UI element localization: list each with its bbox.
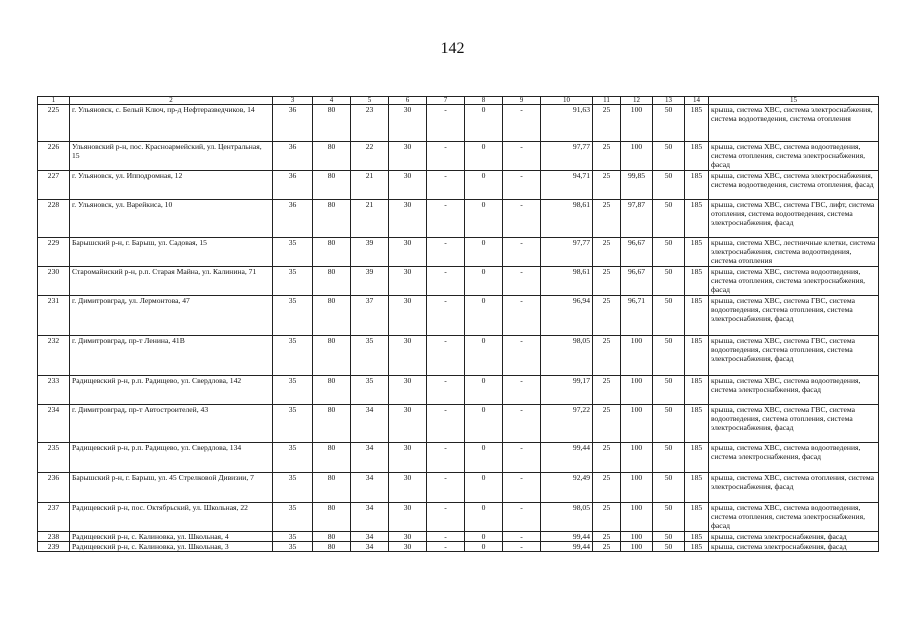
- value-cell: -: [427, 238, 465, 267]
- address-cell: г. Димитровград, пр-т Автостроителей, 43: [70, 404, 273, 442]
- table-row: [38, 442, 879, 472]
- value-cell: 25: [593, 295, 621, 335]
- value-cell: 80: [313, 295, 351, 335]
- value-cell: 50: [653, 541, 685, 551]
- value-cell: 185: [685, 442, 709, 472]
- value-cell: 0: [465, 200, 503, 238]
- value-cell: 25: [593, 375, 621, 404]
- value-cell: -: [427, 442, 465, 472]
- value-cell: 100: [621, 105, 653, 142]
- value-cell: 185: [685, 404, 709, 442]
- value-cell: 80: [313, 266, 351, 295]
- value-cell: -: [503, 541, 541, 551]
- row-number-cell: 227: [38, 171, 70, 200]
- value-cell: 30: [389, 502, 427, 531]
- works-cell: крыша, система электроснабжения, фасад: [709, 541, 879, 551]
- value-cell: -: [427, 142, 465, 171]
- value-cell: 97,77: [541, 142, 593, 171]
- value-cell: 35: [273, 335, 313, 375]
- value-cell: 36: [273, 171, 313, 200]
- value-cell: 0: [465, 266, 503, 295]
- value-cell: 97,22: [541, 404, 593, 442]
- value-cell: 91,63: [541, 105, 593, 142]
- value-cell: 80: [313, 238, 351, 267]
- housing-repair-table: [37, 96, 879, 552]
- value-cell: 80: [313, 142, 351, 171]
- value-cell: 25: [593, 335, 621, 375]
- value-cell: 80: [313, 404, 351, 442]
- column-header: 14: [685, 97, 709, 105]
- value-cell: 96,67: [621, 266, 653, 295]
- value-cell: -: [427, 171, 465, 200]
- address-cell: Ульяновский р-н, пос. Красноармейский, ул. Центральная, 15: [70, 142, 273, 171]
- value-cell: 185: [685, 375, 709, 404]
- value-cell: 30: [389, 375, 427, 404]
- value-cell: 35: [273, 404, 313, 442]
- column-header: 11: [593, 97, 621, 105]
- address-cell: г. Димитровград, пр-т Ленина, 41В: [70, 335, 273, 375]
- value-cell: 100: [621, 541, 653, 551]
- value-cell: 25: [593, 442, 621, 472]
- column-header: 10: [541, 97, 593, 105]
- value-cell: 185: [685, 502, 709, 531]
- value-cell: 30: [389, 105, 427, 142]
- table-row: [38, 105, 879, 142]
- value-cell: 0: [465, 442, 503, 472]
- value-cell: 50: [653, 200, 685, 238]
- value-cell: 35: [273, 541, 313, 551]
- address-cell: Старомайнский р-н, р.п. Старая Майна, ул. Калинина, 71: [70, 266, 273, 295]
- value-cell: 23: [351, 105, 389, 142]
- value-cell: 50: [653, 375, 685, 404]
- value-cell: 100: [621, 375, 653, 404]
- value-cell: -: [427, 295, 465, 335]
- value-cell: 21: [351, 171, 389, 200]
- value-cell: 30: [389, 531, 427, 541]
- value-cell: 50: [653, 531, 685, 541]
- value-cell: 0: [465, 105, 503, 142]
- value-cell: 185: [685, 142, 709, 171]
- value-cell: 99,44: [541, 442, 593, 472]
- table-row: [38, 200, 879, 238]
- value-cell: 35: [273, 266, 313, 295]
- value-cell: -: [503, 335, 541, 375]
- value-cell: 185: [685, 105, 709, 142]
- row-number-cell: 229: [38, 238, 70, 267]
- value-cell: 30: [389, 171, 427, 200]
- value-cell: 25: [593, 404, 621, 442]
- value-cell: 0: [465, 472, 503, 502]
- value-cell: 25: [593, 266, 621, 295]
- works-cell: крыша, система ХВС, система ГВС, лифт, система отопления, система водоотведения, система электроснабжения, фасад: [709, 200, 879, 238]
- value-cell: -: [427, 335, 465, 375]
- works-cell: крыша, система ХВС, система водоотведения, система отопления, система электроснабжения, фасад: [709, 142, 879, 171]
- value-cell: 97,77: [541, 238, 593, 267]
- row-number-cell: 237: [38, 502, 70, 531]
- value-cell: 80: [313, 442, 351, 472]
- row-number-cell: 234: [38, 404, 70, 442]
- value-cell: 30: [389, 142, 427, 171]
- value-cell: 35: [273, 472, 313, 502]
- value-cell: 0: [465, 142, 503, 171]
- value-cell: 34: [351, 442, 389, 472]
- table-row: [38, 404, 879, 442]
- works-cell: крыша, система ХВС, система ГВС, система водоотведения, система отопления, система электроснабжения, фасад: [709, 295, 879, 335]
- table-row: [38, 335, 879, 375]
- value-cell: -: [503, 171, 541, 200]
- address-cell: Радищевский р-н, с. Калиновка, ул. Школьная, 4: [70, 531, 273, 541]
- row-number-cell: 228: [38, 200, 70, 238]
- value-cell: 50: [653, 142, 685, 171]
- value-cell: 39: [351, 238, 389, 267]
- value-cell: 30: [389, 472, 427, 502]
- value-cell: -: [503, 404, 541, 442]
- value-cell: 35: [273, 502, 313, 531]
- row-number-cell: 226: [38, 142, 70, 171]
- value-cell: 100: [621, 442, 653, 472]
- value-cell: 21: [351, 200, 389, 238]
- value-cell: 98,61: [541, 266, 593, 295]
- page-number: 142: [440, 40, 465, 57]
- value-cell: 35: [273, 238, 313, 267]
- value-cell: 35: [273, 531, 313, 541]
- value-cell: -: [503, 472, 541, 502]
- value-cell: 0: [465, 531, 503, 541]
- value-cell: 185: [685, 266, 709, 295]
- table-body: [38, 105, 879, 552]
- table-row: [38, 375, 879, 404]
- value-cell: 98,05: [541, 335, 593, 375]
- value-cell: 50: [653, 105, 685, 142]
- value-cell: -: [503, 375, 541, 404]
- table-row: [38, 531, 879, 541]
- value-cell: 50: [653, 171, 685, 200]
- value-cell: -: [503, 142, 541, 171]
- value-cell: 39: [351, 266, 389, 295]
- value-cell: 22: [351, 142, 389, 171]
- value-cell: 98,61: [541, 200, 593, 238]
- value-cell: 0: [465, 295, 503, 335]
- value-cell: 50: [653, 335, 685, 375]
- address-cell: Барышский р-н, г. Барыш, ул. 45 Стрелковой Дивизии, 7: [70, 472, 273, 502]
- address-cell: Барышский р-н, г. Барыш, ул. Садовая, 15: [70, 238, 273, 267]
- column-number-row: [38, 97, 879, 105]
- column-header: 15: [709, 97, 879, 105]
- column-header: 8: [465, 97, 503, 105]
- value-cell: -: [427, 200, 465, 238]
- row-number-cell: 233: [38, 375, 70, 404]
- table-row: [38, 502, 879, 531]
- value-cell: -: [427, 105, 465, 142]
- value-cell: 185: [685, 335, 709, 375]
- value-cell: 34: [351, 502, 389, 531]
- value-cell: 25: [593, 171, 621, 200]
- works-cell: крыша, система ХВС, система ГВС, система водоотведения, система отопления, система электроснабжения, фасад: [709, 335, 879, 375]
- value-cell: 80: [313, 502, 351, 531]
- works-cell: крыша, система ХВС, система электроснабжения, система водоотведения, система отопления, фасад: [709, 171, 879, 200]
- value-cell: 185: [685, 200, 709, 238]
- row-number-cell: 236: [38, 472, 70, 502]
- value-cell: 35: [351, 375, 389, 404]
- value-cell: 30: [389, 200, 427, 238]
- column-header: 9: [503, 97, 541, 105]
- value-cell: 80: [313, 335, 351, 375]
- value-cell: 35: [273, 375, 313, 404]
- column-header: 6: [389, 97, 427, 105]
- value-cell: 30: [389, 404, 427, 442]
- address-cell: г. Ульяновск, ул. Варейкиса, 10: [70, 200, 273, 238]
- address-cell: Радищевский р-н, р.п. Радищево, ул. Свердлова, 134: [70, 442, 273, 472]
- works-cell: крыша, система ХВС, система отопления, система электроснабжения, фасад: [709, 472, 879, 502]
- works-cell: крыша, система ХВС, система электроснабжения, система водоотведения, система отопления: [709, 105, 879, 142]
- table-row: [38, 266, 879, 295]
- column-header: 2: [70, 97, 273, 105]
- value-cell: -: [503, 502, 541, 531]
- works-cell: крыша, система ХВС, лестничные клетки, система электроснабжения, система водоотведения, система отопления: [709, 238, 879, 267]
- value-cell: 30: [389, 266, 427, 295]
- column-header: 1: [38, 97, 70, 105]
- value-cell: 0: [465, 171, 503, 200]
- works-cell: крыша, система ХВС, система ГВС, система водоотведения, система отопления, система электроснабжения, фасад: [709, 404, 879, 442]
- value-cell: -: [503, 442, 541, 472]
- value-cell: 0: [465, 502, 503, 531]
- address-cell: г. Ульяновск, с. Белый Ключ, пр-д Нефтеразведчиков, 14: [70, 105, 273, 142]
- value-cell: 25: [593, 502, 621, 531]
- value-cell: 50: [653, 502, 685, 531]
- value-cell: 80: [313, 375, 351, 404]
- row-number-cell: 231: [38, 295, 70, 335]
- value-cell: 94,71: [541, 171, 593, 200]
- value-cell: -: [427, 472, 465, 502]
- value-cell: 100: [621, 502, 653, 531]
- value-cell: 100: [621, 404, 653, 442]
- value-cell: 30: [389, 335, 427, 375]
- table-row: [38, 142, 879, 171]
- value-cell: 25: [593, 200, 621, 238]
- value-cell: 25: [593, 472, 621, 502]
- value-cell: 37: [351, 295, 389, 335]
- value-cell: -: [427, 404, 465, 442]
- column-header: 13: [653, 97, 685, 105]
- table-row: [38, 295, 879, 335]
- value-cell: 80: [313, 531, 351, 541]
- works-cell: крыша, система ХВС, система водоотведения, система электроснабжения, фасад: [709, 442, 879, 472]
- value-cell: 96,71: [621, 295, 653, 335]
- value-cell: 96,94: [541, 295, 593, 335]
- table-row: [38, 238, 879, 267]
- value-cell: -: [503, 238, 541, 267]
- value-cell: 0: [465, 375, 503, 404]
- value-cell: 50: [653, 295, 685, 335]
- value-cell: 99,44: [541, 541, 593, 551]
- value-cell: 36: [273, 142, 313, 171]
- value-cell: 80: [313, 171, 351, 200]
- address-cell: Радищевский р-н, пос. Октябрьский, ул. Школьная, 22: [70, 502, 273, 531]
- row-number-cell: 230: [38, 266, 70, 295]
- address-cell: Радищевский р-н, р.п. Радищево, ул. Свердлова, 142: [70, 375, 273, 404]
- value-cell: 25: [593, 238, 621, 267]
- value-cell: 50: [653, 266, 685, 295]
- value-cell: 34: [351, 541, 389, 551]
- value-cell: 25: [593, 105, 621, 142]
- column-header: 12: [621, 97, 653, 105]
- value-cell: 34: [351, 472, 389, 502]
- value-cell: 92,49: [541, 472, 593, 502]
- value-cell: 25: [593, 531, 621, 541]
- value-cell: 100: [621, 335, 653, 375]
- value-cell: 34: [351, 531, 389, 541]
- value-cell: 0: [465, 238, 503, 267]
- value-cell: 30: [389, 238, 427, 267]
- value-cell: 35: [351, 335, 389, 375]
- column-header: 4: [313, 97, 351, 105]
- value-cell: -: [427, 502, 465, 531]
- value-cell: 34: [351, 404, 389, 442]
- row-number-cell: 235: [38, 442, 70, 472]
- value-cell: -: [427, 541, 465, 551]
- value-cell: 30: [389, 442, 427, 472]
- value-cell: 98,05: [541, 502, 593, 531]
- column-header: 3: [273, 97, 313, 105]
- value-cell: 97,87: [621, 200, 653, 238]
- value-cell: 185: [685, 171, 709, 200]
- value-cell: 50: [653, 404, 685, 442]
- works-cell: крыша, система электроснабжения, фасад: [709, 531, 879, 541]
- address-cell: г. Димитровград, ул. Лермонтова, 47: [70, 295, 273, 335]
- value-cell: 35: [273, 295, 313, 335]
- value-cell: 99,17: [541, 375, 593, 404]
- column-header: 7: [427, 97, 465, 105]
- table-row: [38, 472, 879, 502]
- row-number-cell: 232: [38, 335, 70, 375]
- value-cell: 50: [653, 442, 685, 472]
- value-cell: 96,67: [621, 238, 653, 267]
- value-cell: -: [503, 295, 541, 335]
- value-cell: 25: [593, 541, 621, 551]
- value-cell: 99,44: [541, 531, 593, 541]
- value-cell: 100: [621, 531, 653, 541]
- works-cell: крыша, система ХВС, система водоотведения, система электроснабжения, фасад: [709, 375, 879, 404]
- value-cell: -: [503, 105, 541, 142]
- row-number-cell: 239: [38, 541, 70, 551]
- column-header: 5: [351, 97, 389, 105]
- works-cell: крыша, система ХВС, система водоотведения, система отопления, система электроснабжения, фасад: [709, 502, 879, 531]
- value-cell: 0: [465, 541, 503, 551]
- table-row: [38, 171, 879, 200]
- value-cell: -: [503, 531, 541, 541]
- value-cell: 50: [653, 238, 685, 267]
- value-cell: 100: [621, 142, 653, 171]
- value-cell: 0: [465, 404, 503, 442]
- value-cell: 80: [313, 472, 351, 502]
- value-cell: -: [503, 266, 541, 295]
- works-cell: крыша, система ХВС, система водоотведения, система отопления, система электроснабжения, фасад: [709, 266, 879, 295]
- value-cell: 30: [389, 295, 427, 335]
- value-cell: 30: [389, 541, 427, 551]
- address-cell: Радищевский р-н, с. Калиновка, ул. Школьная, 3: [70, 541, 273, 551]
- value-cell: 185: [685, 531, 709, 541]
- value-cell: 80: [313, 105, 351, 142]
- value-cell: 25: [593, 142, 621, 171]
- value-cell: 100: [621, 472, 653, 502]
- value-cell: 185: [685, 541, 709, 551]
- value-cell: 185: [685, 472, 709, 502]
- address-cell: г. Ульяновск, ул. Ипподромная, 12: [70, 171, 273, 200]
- row-number-cell: 225: [38, 105, 70, 142]
- value-cell: -: [427, 531, 465, 541]
- value-cell: 80: [313, 541, 351, 551]
- value-cell: 80: [313, 200, 351, 238]
- value-cell: 185: [685, 295, 709, 335]
- value-cell: -: [427, 375, 465, 404]
- value-cell: 185: [685, 238, 709, 267]
- value-cell: 35: [273, 442, 313, 472]
- value-cell: 36: [273, 105, 313, 142]
- value-cell: 36: [273, 200, 313, 238]
- value-cell: 99,85: [621, 171, 653, 200]
- value-cell: -: [427, 266, 465, 295]
- row-number-cell: 238: [38, 531, 70, 541]
- value-cell: 50: [653, 472, 685, 502]
- value-cell: -: [503, 200, 541, 238]
- value-cell: 0: [465, 335, 503, 375]
- table-row: [38, 541, 879, 551]
